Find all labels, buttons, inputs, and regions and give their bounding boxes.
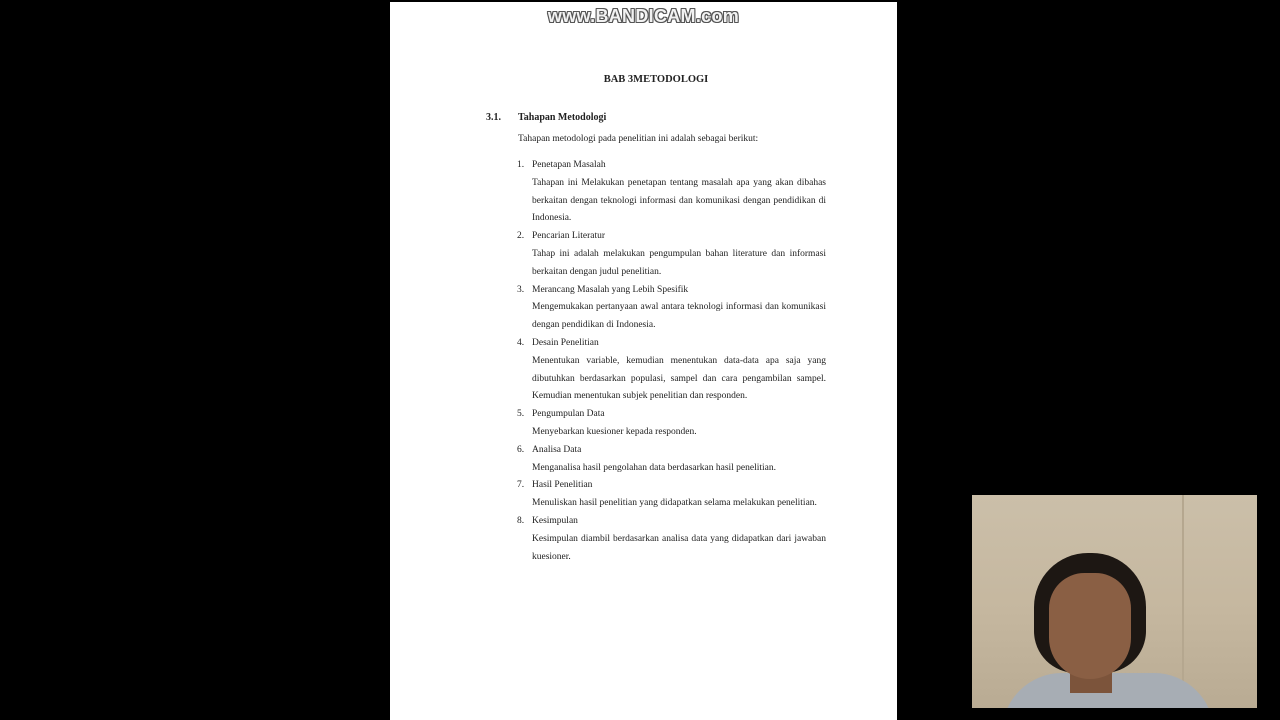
step-item <box>517 442 826 478</box>
step-description: Menuliskan hasil penelitian yang didapatkan selama melakukan penelitian. <box>532 498 817 509</box>
section-number: 3.1. <box>486 112 501 123</box>
step-title: Kesimpulan <box>532 515 578 526</box>
recorder-watermark: www.BANDICAM.com <box>547 6 740 26</box>
step-number: 4. <box>517 337 525 348</box>
presenter-face <box>1049 573 1131 679</box>
step-item <box>517 477 826 513</box>
step-description: Kesimpulan diambil berdasarkan analisa data yang didapatkan dari jawaban kuesioner. <box>532 533 826 562</box>
step-title: Hasil Penelitian <box>532 480 593 491</box>
background-wall-edge <box>1182 495 1184 708</box>
step-number: 7. <box>517 480 525 491</box>
step-title: Penetapan Masalah <box>532 160 606 170</box>
step-item <box>517 228 826 281</box>
step-item <box>517 513 826 566</box>
webcam-overlay <box>972 495 1257 708</box>
section-title: Tahapan Metodologi <box>518 112 607 123</box>
step-description: Tahapan ini Melakukan penetapan tentang masalah apa yang akan dibahas berkaitan dengan teknologi informasi dan komunikasi dengan pendidikan di Indonesia. <box>532 177 826 224</box>
step-title: Pengumpulan Data <box>532 409 605 420</box>
step-number: 8. <box>517 515 525 526</box>
step-description: Menyebarkan kuesioner kepada responden. <box>532 426 697 437</box>
chapter-title: BAB 3METODOLOGI <box>603 74 709 85</box>
step-description: Menentukan variable, kemudian menentukan data-data apa saja yang dibutuhkan berdasarkan populasi, sampel dan cara pengambilan sampel. Kemudian menentukan subjek penelitian dan responden. <box>532 355 826 402</box>
step-number: 3. <box>517 284 525 295</box>
step-number: 2. <box>517 231 525 242</box>
step-description: Tahap ini adalah melakukan pengumpulan bahan literature dan informasi berkaitan dengan judul penelitian. <box>532 248 826 277</box>
step-title: Analisa Data <box>532 444 582 455</box>
intro-paragraph: Tahapan metodologi pada penelitian ini adalah sebagai berikut: <box>518 134 759 144</box>
step-number: 6. <box>517 444 525 455</box>
step-title: Merancang Masalah yang Lebih Spesifik <box>532 284 689 295</box>
step-description: Mengemukakan pertanyaan awal antara teknologi informasi dan komunikasi dengan pendidikan di Indonesia. <box>532 302 826 331</box>
step-number: 1. <box>517 160 525 170</box>
step-title: Pencarian Literatur <box>532 231 606 242</box>
step-number: 5. <box>517 409 525 420</box>
step-title: Desain Penelitian <box>532 337 599 348</box>
step-item <box>517 282 826 335</box>
step-item <box>517 157 826 228</box>
step-item <box>517 335 826 406</box>
section-heading <box>486 112 606 123</box>
step-item <box>517 406 826 442</box>
methodology-steps <box>517 157 826 566</box>
step-description: Menganalisa hasil pengolahan data berdasarkan hasil penelitian. <box>532 462 777 473</box>
document-page <box>390 2 897 720</box>
